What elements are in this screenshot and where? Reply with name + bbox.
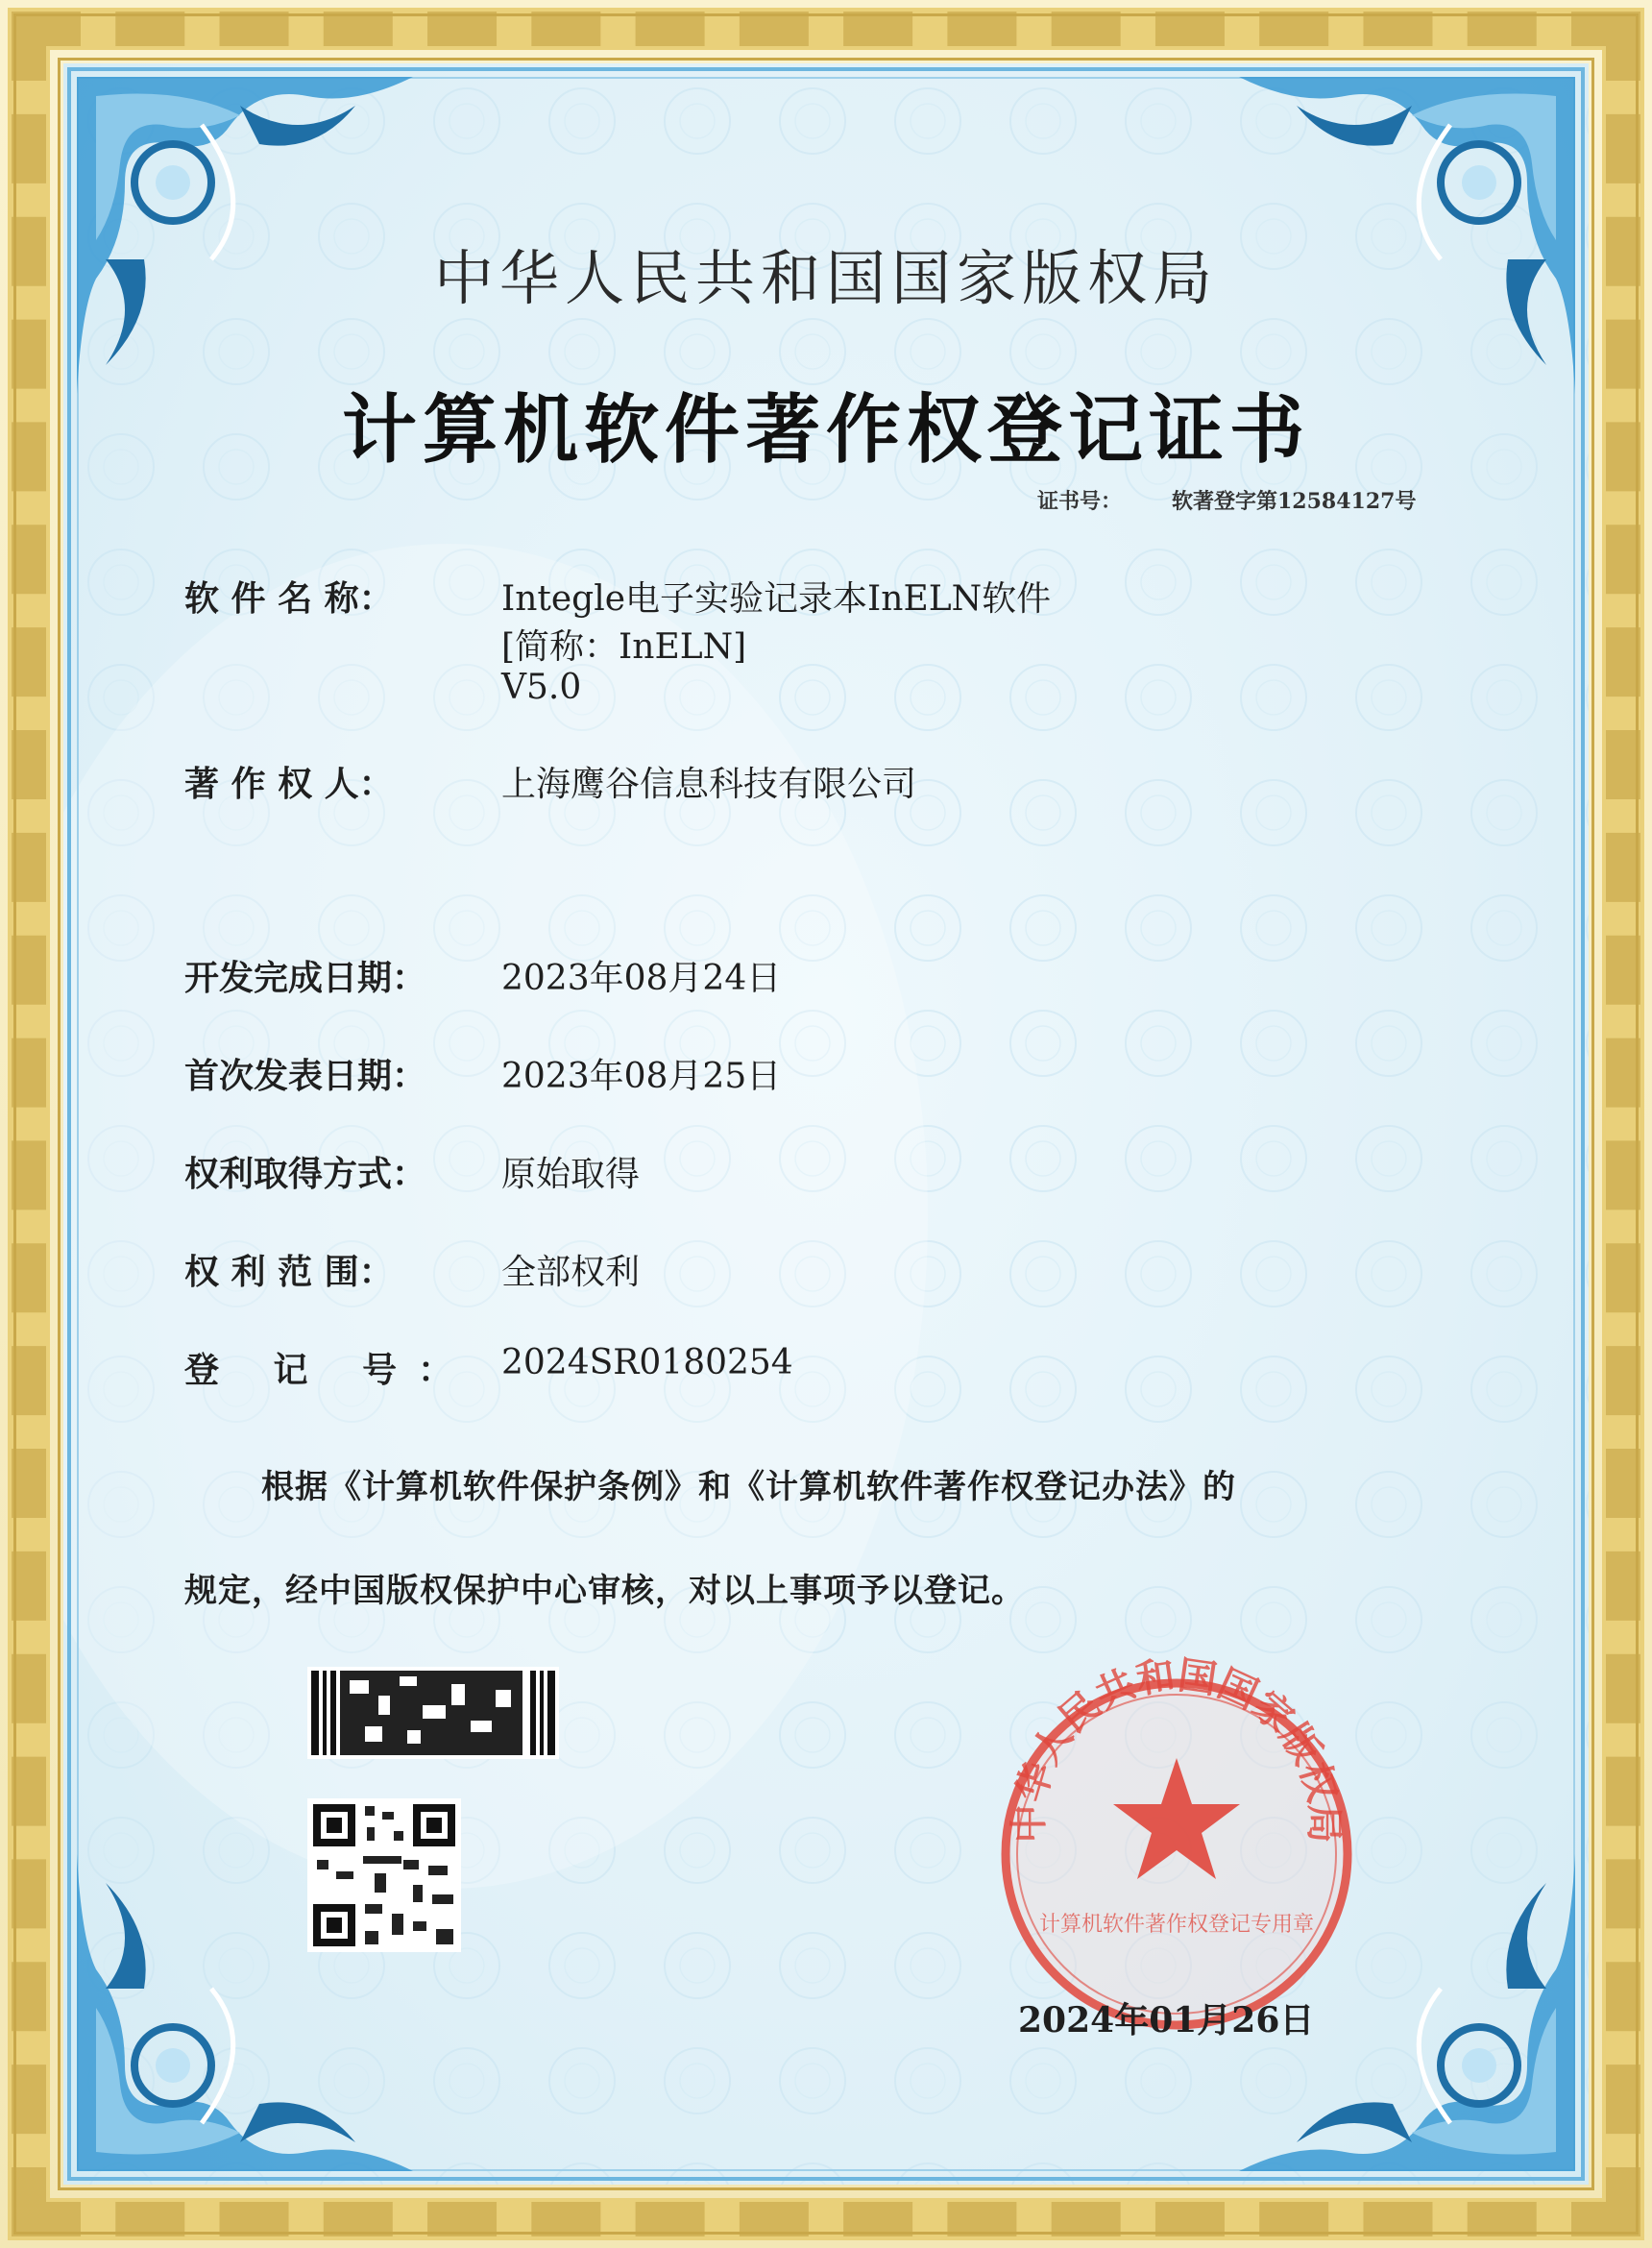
field-label-software-name: 软 件 名 称： [184,578,394,619]
issuer-title: 中华人民共和国国家版权局 [433,243,1218,313]
svg-text:计算机软件著作权登记专用章: 计算机软件著作权登记专用章 [1038,1913,1315,1937]
field-label-acquisition: 权利取得方式： [184,1154,427,1194]
certificate-number: 软著登字第12584127号 [1172,489,1417,514]
field-value-rights-scope: 全部权利 [501,1253,641,1292]
statement-line-2: 规定，经中国版权保护中心审核，对以上事项予以登记。 [184,1572,1025,1610]
field-value-software-name: Integle电子实验记录本InELN软件 [501,579,1052,619]
field-value-dev-date: 2023年08月24日 [501,959,782,998]
field-value-registration-no: 2024SR0180254 [501,1343,793,1382]
certificate-number-label: 证书号： [1037,489,1123,514]
field-label-publish-date: 首次发表日期： [184,1056,427,1096]
statement-line-1: 根据《计算机软件保护条例》和《计算机软件著作权登记办法》的 [261,1468,1236,1506]
field-value-acquisition: 原始取得 [501,1155,641,1194]
issue-date: 2024年01月26日 [1018,2000,1315,2040]
field-label-rights-scope: 权 利 范 围： [184,1252,394,1292]
field-value-publish-date: 2023年08月25日 [501,1057,782,1096]
field-label-dev-date: 开发完成日期： [184,958,427,998]
barcode-icon [307,1667,559,1759]
svg-text:中华人民共和国国家版权局: 中华人民共和国国家版权局 [1007,1652,1347,1844]
field-label-registration-no: 登 记 号： [184,1350,474,1390]
official-seal-icon [984,1652,1369,2037]
field-value-software-version: V5.0 [501,668,582,707]
qr-code-icon [307,1798,461,1952]
certificate-title: 计算机软件著作权登记证书 [341,386,1310,474]
field-value-copyright-owner: 上海鹰谷信息科技有限公司 [501,765,917,804]
field-value-software-abbr: [简称：InELN] [501,627,747,667]
field-label-copyright-owner: 著 作 权 人： [184,764,394,804]
